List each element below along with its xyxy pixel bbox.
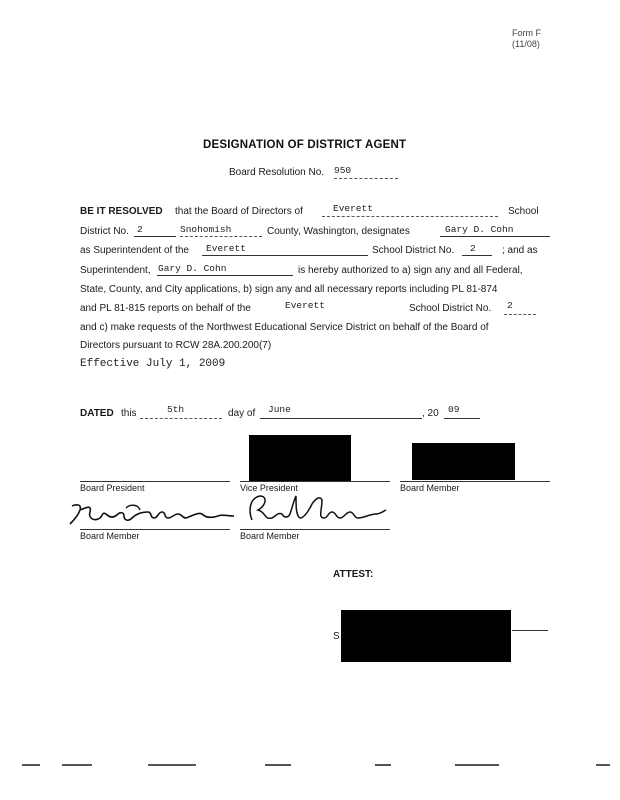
signature-line-member-1 bbox=[80, 529, 230, 530]
dated-label: DATED bbox=[80, 408, 114, 419]
body-line3-c: ; and as bbox=[502, 245, 538, 256]
board-member-label-1: Board Member bbox=[80, 531, 140, 541]
body-line7: and c) make requests of the Northwest Educational Service District on behalf of the Board of bbox=[80, 322, 489, 333]
dated-year-line bbox=[444, 418, 480, 419]
handwritten-signature-member-2 bbox=[238, 490, 388, 530]
district-no-line-3 bbox=[504, 314, 536, 315]
scan-artifact bbox=[455, 764, 499, 766]
redaction-box bbox=[412, 443, 515, 480]
district-name-line-1 bbox=[322, 216, 498, 217]
resolution-number-line bbox=[334, 178, 398, 179]
signature-line-vice-president bbox=[240, 481, 390, 482]
redaction-box bbox=[341, 610, 511, 662]
superintendent-name-1: Gary D. Cohn bbox=[445, 224, 514, 235]
effective-date: Effective July 1, 2009 bbox=[80, 358, 226, 370]
body-line3-b: School District No. bbox=[372, 245, 455, 256]
handwritten-signature-member-1 bbox=[66, 494, 238, 530]
superintendent-line-1 bbox=[440, 236, 550, 237]
resolved-label: BE IT RESOLVED bbox=[80, 206, 163, 217]
body-line4-a: Superintendent, bbox=[80, 265, 151, 276]
scan-artifact bbox=[596, 764, 610, 766]
scan-artifact bbox=[375, 764, 391, 766]
board-president-label: Board President bbox=[80, 483, 145, 493]
board-member-label-2: Board Member bbox=[240, 531, 300, 541]
district-no-line-2 bbox=[462, 255, 492, 256]
district-name-line-2 bbox=[202, 255, 368, 256]
county-line bbox=[180, 236, 262, 237]
dated-this: this bbox=[121, 408, 137, 419]
dated-year-prefix: , 20 bbox=[422, 408, 439, 419]
body-line3-a: as Superintendent of the bbox=[80, 245, 189, 256]
signature-line-member-3 bbox=[400, 481, 550, 482]
body-line4-b: is hereby authorized to a) sign any and all Federal, bbox=[298, 265, 523, 276]
dated-day-of: day of bbox=[228, 408, 256, 419]
resolution-label: Board Resolution No. bbox=[229, 167, 325, 178]
signature-line-president bbox=[80, 481, 230, 482]
secretary-signature-line bbox=[512, 630, 548, 631]
district-no-label-1: District No. bbox=[80, 226, 129, 237]
county-name: Snohomish bbox=[180, 224, 232, 235]
form-id: Form F bbox=[512, 28, 541, 38]
district-no-3: 2 bbox=[507, 300, 513, 311]
board-member-label-3: Board Member bbox=[400, 483, 460, 493]
district-no-1: 2 bbox=[137, 224, 143, 235]
dated-month-line bbox=[260, 418, 422, 419]
body-line5: State, County, and City applications, b) sign any and all necessary reports including PL 81-874 bbox=[80, 284, 498, 295]
body-line6-b: School District No. bbox=[409, 303, 492, 314]
redaction-box bbox=[249, 435, 351, 481]
dated-year: 09 bbox=[448, 404, 460, 415]
scan-artifact bbox=[265, 764, 291, 766]
district-name-3: Everett bbox=[285, 300, 325, 311]
district-name-1: Everett bbox=[333, 203, 373, 214]
body-line8: Directors pursuant to RCW 28A.200.200(7) bbox=[80, 340, 272, 351]
signature-line-member-2 bbox=[240, 529, 390, 530]
secretary-label-partial: S bbox=[333, 631, 340, 642]
district-no-line-1 bbox=[134, 236, 176, 237]
dated-day-line bbox=[140, 418, 222, 419]
scan-artifact bbox=[22, 764, 40, 766]
scan-artifact bbox=[148, 764, 196, 766]
resolution-number: 950 bbox=[334, 165, 352, 176]
document-title: DESIGNATION OF DISTRICT AGENT bbox=[203, 139, 407, 151]
form-revision: (11/08) bbox=[512, 39, 540, 49]
vice-president-label: Vice President bbox=[240, 483, 298, 493]
district-name-2: Everett bbox=[206, 243, 246, 254]
superintendent-name-2: Gary D. Cohn bbox=[158, 263, 227, 274]
dated-day: 5th bbox=[167, 404, 185, 415]
superintendent-line-2 bbox=[157, 275, 293, 276]
dated-month: June bbox=[268, 404, 291, 415]
body-line6-a: and PL 81-815 reports on behalf of the bbox=[80, 303, 251, 314]
body-line2: County, Washington, designates bbox=[267, 226, 410, 237]
school-word: School bbox=[508, 206, 539, 217]
body-line1: that the Board of Directors of bbox=[175, 206, 303, 217]
scan-artifact bbox=[62, 764, 92, 766]
attest-label: ATTEST: bbox=[333, 569, 374, 580]
district-no-2: 2 bbox=[470, 243, 476, 254]
